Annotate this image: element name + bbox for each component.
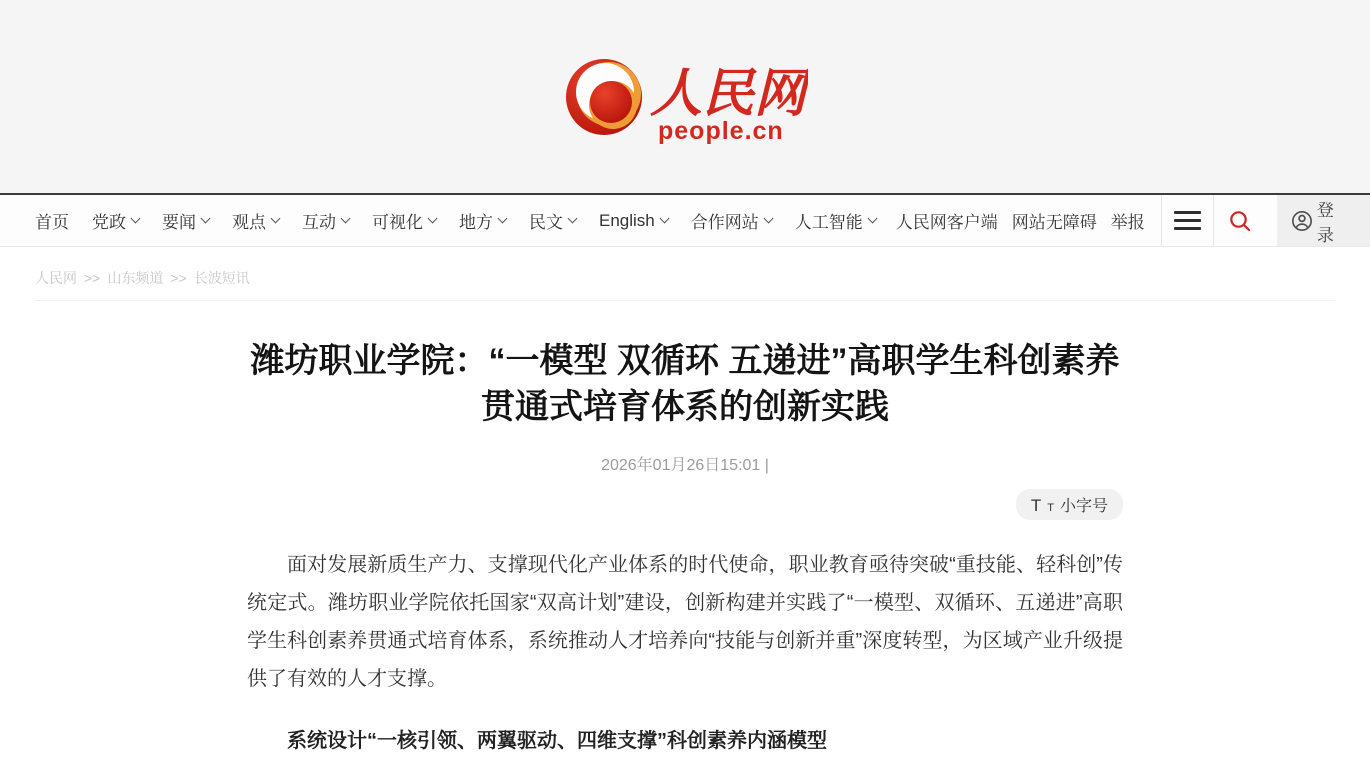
nav-item-report[interactable]: 举报 bbox=[1110, 213, 1145, 232]
chevron-down-icon bbox=[201, 214, 211, 224]
svg-text:人民网: 人民网 bbox=[650, 65, 807, 123]
chevron-down-icon bbox=[867, 214, 877, 224]
content-divider bbox=[35, 300, 1335, 301]
nav-item-client-app[interactable]: 人民网客户端 bbox=[895, 213, 998, 232]
breadcrumb bbox=[0, 247, 1370, 300]
login-label: 登录 bbox=[1316, 200, 1334, 245]
breadcrumb-item-people[interactable]: 人民网 bbox=[35, 270, 77, 286]
hamburger-icon bbox=[1174, 211, 1201, 230]
nav-item-local[interactable]: 地方 bbox=[459, 208, 506, 233]
article-date: 2026年01月26日15:01 | bbox=[601, 457, 769, 474]
login-button[interactable] bbox=[1277, 195, 1370, 246]
nav-item-news[interactable]: 要闻 bbox=[162, 208, 209, 233]
user-icon bbox=[1291, 209, 1313, 233]
nav-item-partner-sites[interactable]: 合作网站 bbox=[691, 208, 772, 233]
nav-item-opinions[interactable]: 观点 bbox=[232, 208, 279, 233]
people-cn-logo-graphic bbox=[562, 49, 808, 145]
nav-item-party-gov[interactable]: 党政 bbox=[92, 208, 139, 233]
breadcrumb-separator: >> bbox=[170, 270, 187, 286]
nav-item-visualization[interactable]: 可视化 bbox=[372, 208, 436, 233]
breadcrumb-separator: >> bbox=[84, 270, 101, 286]
chevron-down-icon bbox=[341, 214, 351, 224]
nav-item-minority-lang[interactable]: 民文 bbox=[529, 208, 576, 233]
chevron-down-icon bbox=[131, 214, 141, 224]
search-icon bbox=[1228, 209, 1252, 233]
site-header bbox=[0, 0, 1370, 193]
chevron-down-icon bbox=[659, 214, 669, 224]
nav-item-ai[interactable]: 人工智能 bbox=[795, 208, 876, 233]
article bbox=[247, 338, 1123, 760]
article-toolbar bbox=[247, 489, 1123, 520]
breadcrumb-item-changbo-news[interactable]: 长波短讯 bbox=[193, 270, 250, 286]
search-button[interactable] bbox=[1214, 195, 1266, 246]
nav-item-english[interactable]: English bbox=[599, 211, 668, 231]
chevron-down-icon bbox=[428, 214, 438, 224]
nav-item-accessibility[interactable]: 网站无障碍 bbox=[1011, 213, 1097, 232]
nav-main-items bbox=[35, 195, 876, 246]
article-subheading: 系统设计“一核引领、两翼驱动、四维支撑”科创素养内涵模型 bbox=[287, 730, 827, 752]
article-body bbox=[247, 546, 1123, 698]
site-logo[interactable] bbox=[562, 49, 808, 145]
article-title: 潍坊职业学院：“一模型 双循环 五递进”高职学生科创素养贯通式培育体系的创新实践 bbox=[250, 342, 1120, 426]
chevron-down-icon bbox=[763, 214, 773, 224]
nav-item-interactive[interactable]: 互动 bbox=[302, 208, 349, 233]
chevron-down-icon bbox=[271, 214, 281, 224]
svg-text:people.cn: people.cn bbox=[658, 116, 784, 145]
font-size-icon: T bbox=[1030, 496, 1042, 515]
menu-button[interactable] bbox=[1162, 195, 1214, 246]
main-nav bbox=[0, 193, 1370, 247]
nav-utility-items bbox=[896, 195, 1145, 246]
nav-right-tools bbox=[1145, 195, 1370, 246]
breadcrumb-item-shandong-channel[interactable]: 山东频道 bbox=[107, 270, 164, 286]
article-paragraph: 面对发展新质生产力、支撑现代化产业体系的时代使命，职业教育亟待突破“重技能、轻科创”传统定式。潍坊职业学院依托国家“双高计划”建设，创新构建并实践了“一模型、双循环、五递进”高职学生科创素养贯通式培育体系，系统推动人才培养向“技能与创新并重”深度转型，为区域产业升级提供了有效的人才支撑。 bbox=[247, 554, 1123, 690]
font-size-button[interactable]: T T 小字号 bbox=[1016, 489, 1123, 520]
chevron-down-icon bbox=[568, 214, 578, 224]
nav-item-home[interactable]: 首页 bbox=[35, 213, 69, 232]
font-size-label: 小字号 bbox=[1059, 498, 1108, 515]
chevron-down-icon bbox=[498, 214, 508, 224]
